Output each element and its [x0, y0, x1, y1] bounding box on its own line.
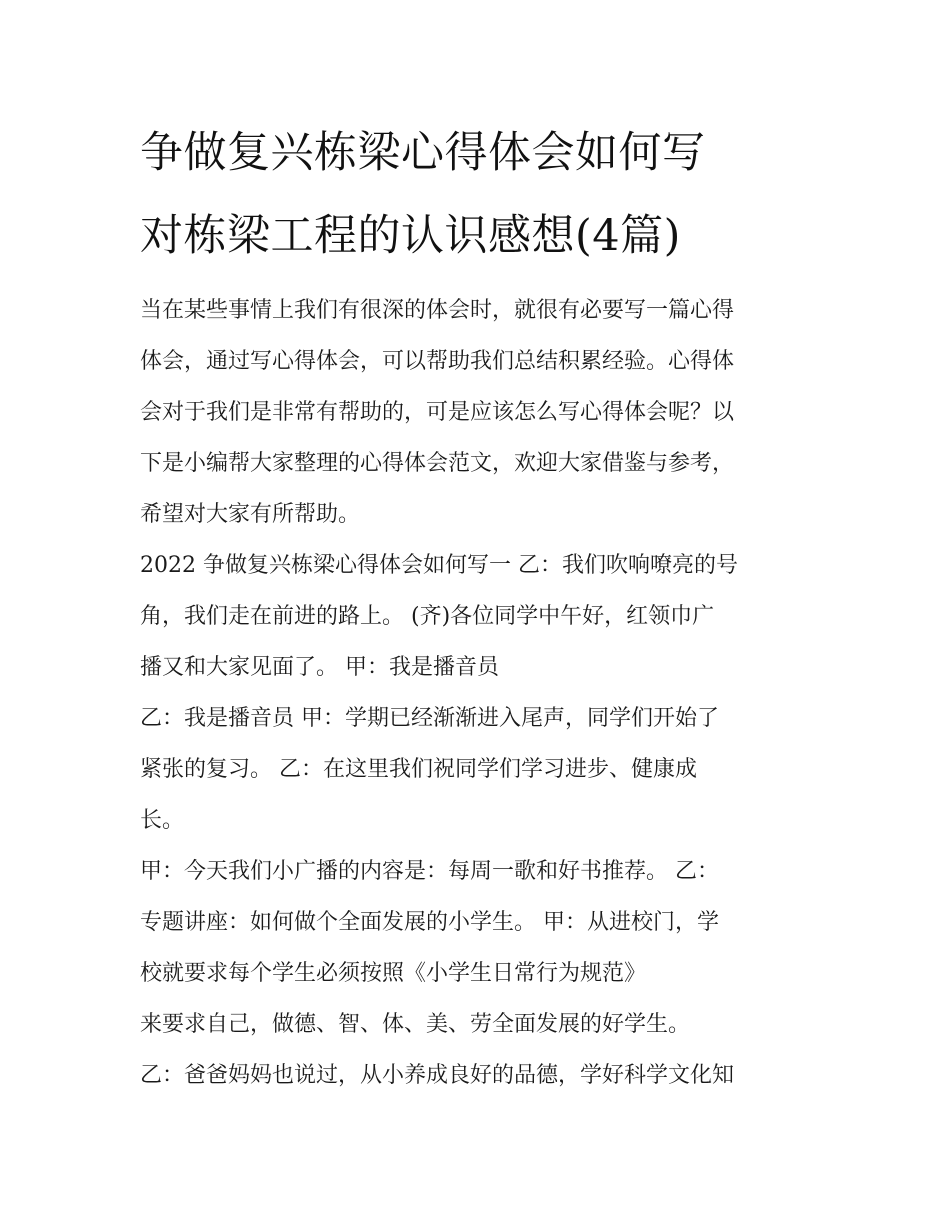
body-line: 2022 争做复兴栋梁心得体会如何写一 乙：我们吹响嘹亮的号 [140, 553, 738, 578]
body-line: 乙：我是播音员 甲：学期已经渐渐进入尾声，同学们开始了 [140, 706, 719, 731]
section-1-paragraph [140, 540, 820, 693]
intro-paragraph [140, 285, 820, 540]
title-line: 争做复兴栋梁心得体会如何写 [140, 128, 706, 178]
body-line: 角，我们走在前进的路上。 (齐)各位同学中午好，红领巾广 [140, 604, 715, 629]
body-line: 紧张的复习。 乙：在这里我们祝同学们学习进步、健康成 [140, 757, 697, 782]
body-line: 来要求自己，做德、智、体、美、劳全面发展的好学生。 [140, 1012, 691, 1037]
body-line: 希望对大家有所帮助。 [140, 502, 361, 527]
section-3-paragraph [140, 846, 820, 1050]
document-title [140, 112, 820, 278]
body-line: 校就要求每个学生必须按照《小学生日常行为规范》 [140, 961, 647, 986]
section-2-paragraph [140, 693, 820, 846]
body-line: 当在某些事情上我们有很深的体会时，就很有必要写一篇心得 [140, 298, 735, 323]
section-4-paragraph [140, 1050, 820, 1101]
body-line: 播又和大家见面了。 甲：我是播音员 [140, 655, 499, 680]
body-line: 下是小编帮大家整理的心得体会范文，欢迎大家借鉴与参考， [140, 451, 735, 476]
title-line: 对栋梁工程的认识感想(4篇) [140, 211, 681, 261]
body-line: 长。 [140, 808, 185, 833]
body-line: 乙：爸爸妈妈也说过，从小养成良好的品德，学好科学文化知 [140, 1063, 735, 1088]
document-page [140, 112, 820, 1101]
document-body [140, 285, 820, 1101]
body-line: 甲：今天我们小广播的内容是：每周一歌和好书推荐。 乙： [140, 859, 719, 884]
body-line: 会对于我们是非常有帮助的，可是应该怎么写心得体会呢？以 [140, 400, 735, 425]
body-line: 专题讲座：如何做个全面发展的小学生。 甲：从进校门，学 [140, 910, 719, 935]
body-line: 体会，通过写心得体会，可以帮助我们总结积累经验。心得体 [140, 349, 735, 374]
